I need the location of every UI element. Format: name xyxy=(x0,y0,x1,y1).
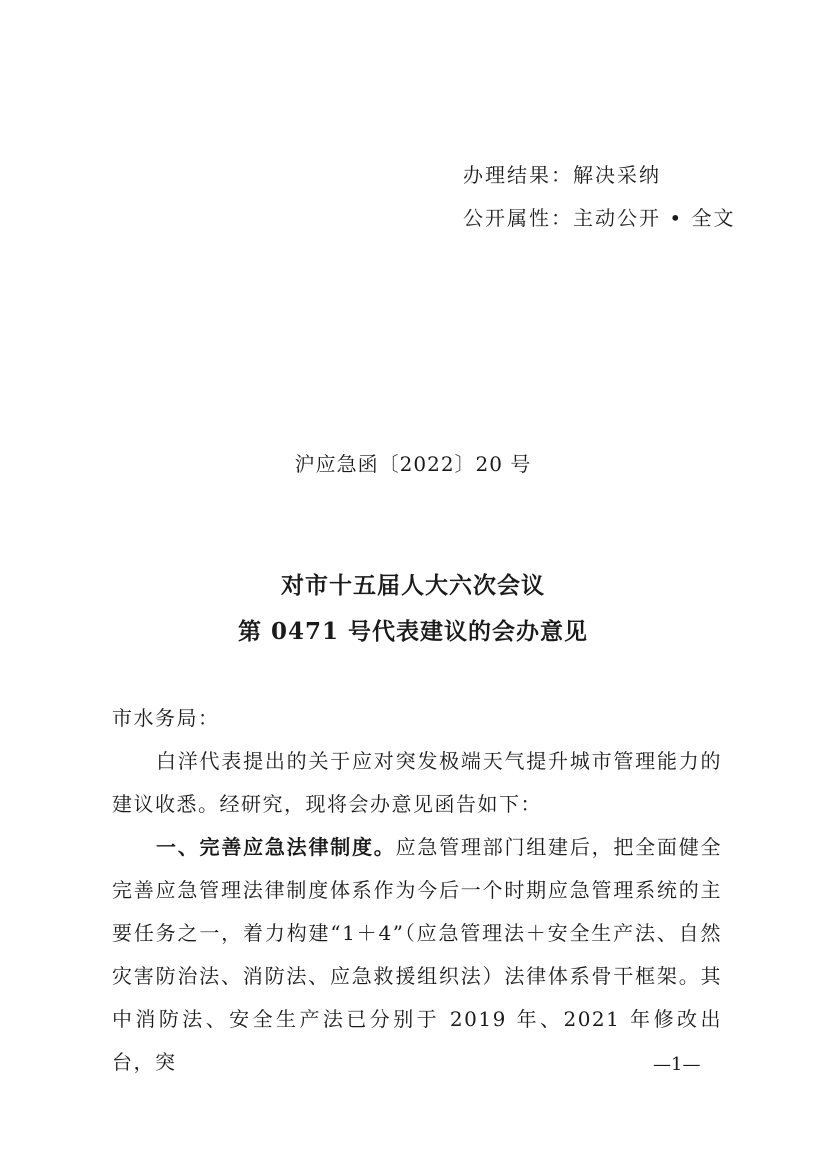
document-number: 沪应急函〔2022〕20 号 xyxy=(294,452,532,476)
page-number: —1— xyxy=(653,1054,701,1075)
section-text: 应急管理部门组建后，把全面健全完善应急管理法律制度体系作为今后一个时期应急管理系统的主要任务之一，着力构建“1＋4”（应急管理法＋安全生产法、自然灾害防治法、消防法、应急救援组织法）法律体系骨干框架。其中消防法、安全生产法已分别于 2019 年、2021 年修改出台，突 xyxy=(112,835,723,1074)
handling-result: 办理结果：解决采纳 xyxy=(463,163,661,187)
title-line-1: 对市十五届人大六次会议 xyxy=(281,572,545,599)
salutation: 市水务局： xyxy=(112,706,220,730)
paragraph-section-1 xyxy=(112,826,722,1084)
disclosure-attribute: 公开属性：主动公开 • 全文 xyxy=(463,206,736,230)
title-line-2: 第 0471 号代表建议的会办意见 xyxy=(237,618,589,645)
paragraph-intro: 白洋代表提出的关于应对突发极端天气提升城市管理能力的建议收悉。经研究，现将会办意见函告如下： xyxy=(112,749,722,816)
section-heading: 一、完善应急法律制度。 xyxy=(156,835,396,859)
